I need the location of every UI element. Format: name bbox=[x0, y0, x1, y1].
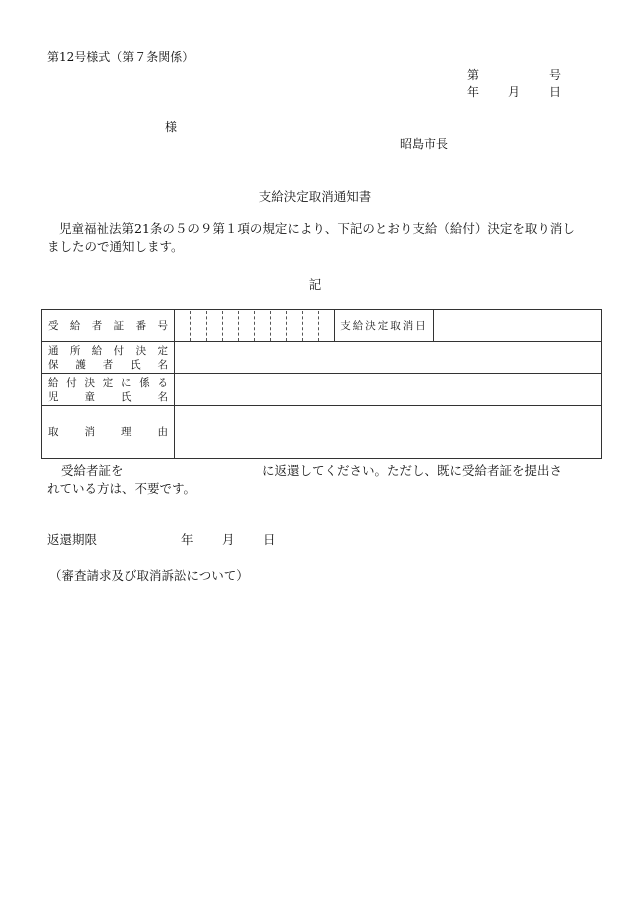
label-char: 通 bbox=[48, 344, 59, 357]
label-char: 給 bbox=[69, 319, 81, 332]
appeal-heading: （審査請求及び取消訴訟について） bbox=[49, 568, 249, 583]
return-notice-part-a: 受給者証を bbox=[61, 463, 124, 478]
label-char: 護 bbox=[75, 358, 86, 371]
return-notice-part-b: に返還してください。ただし、既に受給者証を提出さ bbox=[262, 463, 563, 478]
addressee-honorific: 様 bbox=[165, 120, 178, 134]
body-text: 児童福祉法第21条の５の９第１項の規定により、下記のとおり支給（給付）決定を取り消しましたので通知します。 bbox=[47, 221, 575, 254]
recipient-number-digits[interactable] bbox=[175, 310, 335, 342]
label-line bbox=[48, 344, 168, 358]
digit-box[interactable] bbox=[255, 311, 271, 341]
label-char: に bbox=[121, 376, 132, 389]
return-notice-line2: れている方は、不要です。 bbox=[47, 481, 197, 496]
digit-box[interactable] bbox=[175, 311, 191, 341]
deadline-year: 年 bbox=[181, 532, 194, 547]
ki-heading: 記 bbox=[308, 277, 322, 292]
digit-box[interactable] bbox=[223, 311, 239, 341]
recipient-number-label bbox=[42, 310, 175, 342]
label-char: 名 bbox=[157, 390, 168, 403]
document-number-suffix: 号 bbox=[549, 68, 562, 82]
label-char: 氏 bbox=[121, 390, 132, 403]
digit-box[interactable] bbox=[319, 311, 334, 341]
form-number: 第12号様式（第７条関係） bbox=[47, 50, 195, 64]
label-char: 者 bbox=[91, 319, 103, 332]
digit-boxes bbox=[175, 311, 334, 341]
label-char: 定 bbox=[157, 344, 168, 357]
date-year: 年 bbox=[467, 85, 480, 99]
label-line bbox=[48, 425, 168, 439]
label-line bbox=[48, 358, 168, 372]
deadline-day: 日 bbox=[263, 532, 276, 547]
details-table bbox=[41, 309, 602, 459]
label-char: 証 bbox=[113, 319, 125, 332]
document-number-prefix: 第 bbox=[467, 68, 480, 82]
document-title: 支給決定取消通知書 bbox=[258, 189, 372, 204]
label-char: 決 bbox=[84, 376, 95, 389]
cancel-reason-value[interactable] bbox=[175, 406, 602, 459]
label-char: 受 bbox=[48, 319, 59, 332]
child-name-label bbox=[42, 374, 175, 406]
label-char: 児 bbox=[48, 390, 59, 403]
cancel-date-label: 支給決定取消日 bbox=[335, 310, 434, 342]
cancel-date-value[interactable] bbox=[434, 310, 602, 342]
label-char: 消 bbox=[84, 426, 95, 438]
digit-box[interactable] bbox=[287, 311, 303, 341]
label-char: 号 bbox=[157, 319, 168, 332]
table-row-reason bbox=[42, 406, 602, 459]
digit-box[interactable] bbox=[191, 311, 207, 341]
label-char: 者 bbox=[102, 358, 114, 371]
date-day: 日 bbox=[549, 85, 562, 99]
label-char: 氏 bbox=[130, 358, 141, 371]
deadline-month: 月 bbox=[222, 532, 235, 547]
table-row-guardian bbox=[42, 342, 602, 374]
label-char: 所 bbox=[69, 344, 81, 357]
digit-box[interactable] bbox=[207, 311, 223, 341]
cancel-reason-label bbox=[42, 406, 175, 459]
issuer-name: 昭島市長 bbox=[400, 137, 449, 151]
date-month: 月 bbox=[508, 85, 521, 99]
label-char: 取 bbox=[48, 426, 59, 438]
guardian-name-value[interactable] bbox=[175, 342, 602, 374]
label-char: る bbox=[157, 376, 168, 389]
label-char: 定 bbox=[102, 376, 114, 389]
label-char: 決 bbox=[135, 344, 147, 357]
digit-box[interactable] bbox=[271, 311, 287, 341]
label-char: 付 bbox=[66, 376, 77, 389]
table-row-recipient-number bbox=[42, 310, 602, 342]
label-char: 名 bbox=[157, 358, 168, 371]
digit-box[interactable] bbox=[303, 311, 319, 341]
label-char: 付 bbox=[113, 344, 125, 357]
deadline-label: 返還期限 bbox=[47, 532, 98, 547]
label-line bbox=[48, 319, 168, 333]
guardian-name-label bbox=[42, 342, 175, 374]
table-row-child bbox=[42, 374, 602, 406]
label-char: 保 bbox=[48, 358, 59, 371]
label-char: 給 bbox=[48, 376, 59, 389]
label-line bbox=[48, 390, 168, 404]
label-char: 童 bbox=[84, 390, 95, 403]
digit-box[interactable] bbox=[239, 311, 255, 341]
label-char: 理 bbox=[121, 426, 132, 438]
label-char: 係 bbox=[139, 376, 150, 389]
label-line bbox=[48, 376, 168, 390]
label-char: 給 bbox=[91, 344, 103, 357]
label-char: 番 bbox=[135, 319, 147, 332]
child-name-value[interactable] bbox=[175, 374, 602, 406]
label-char: 由 bbox=[157, 426, 168, 438]
